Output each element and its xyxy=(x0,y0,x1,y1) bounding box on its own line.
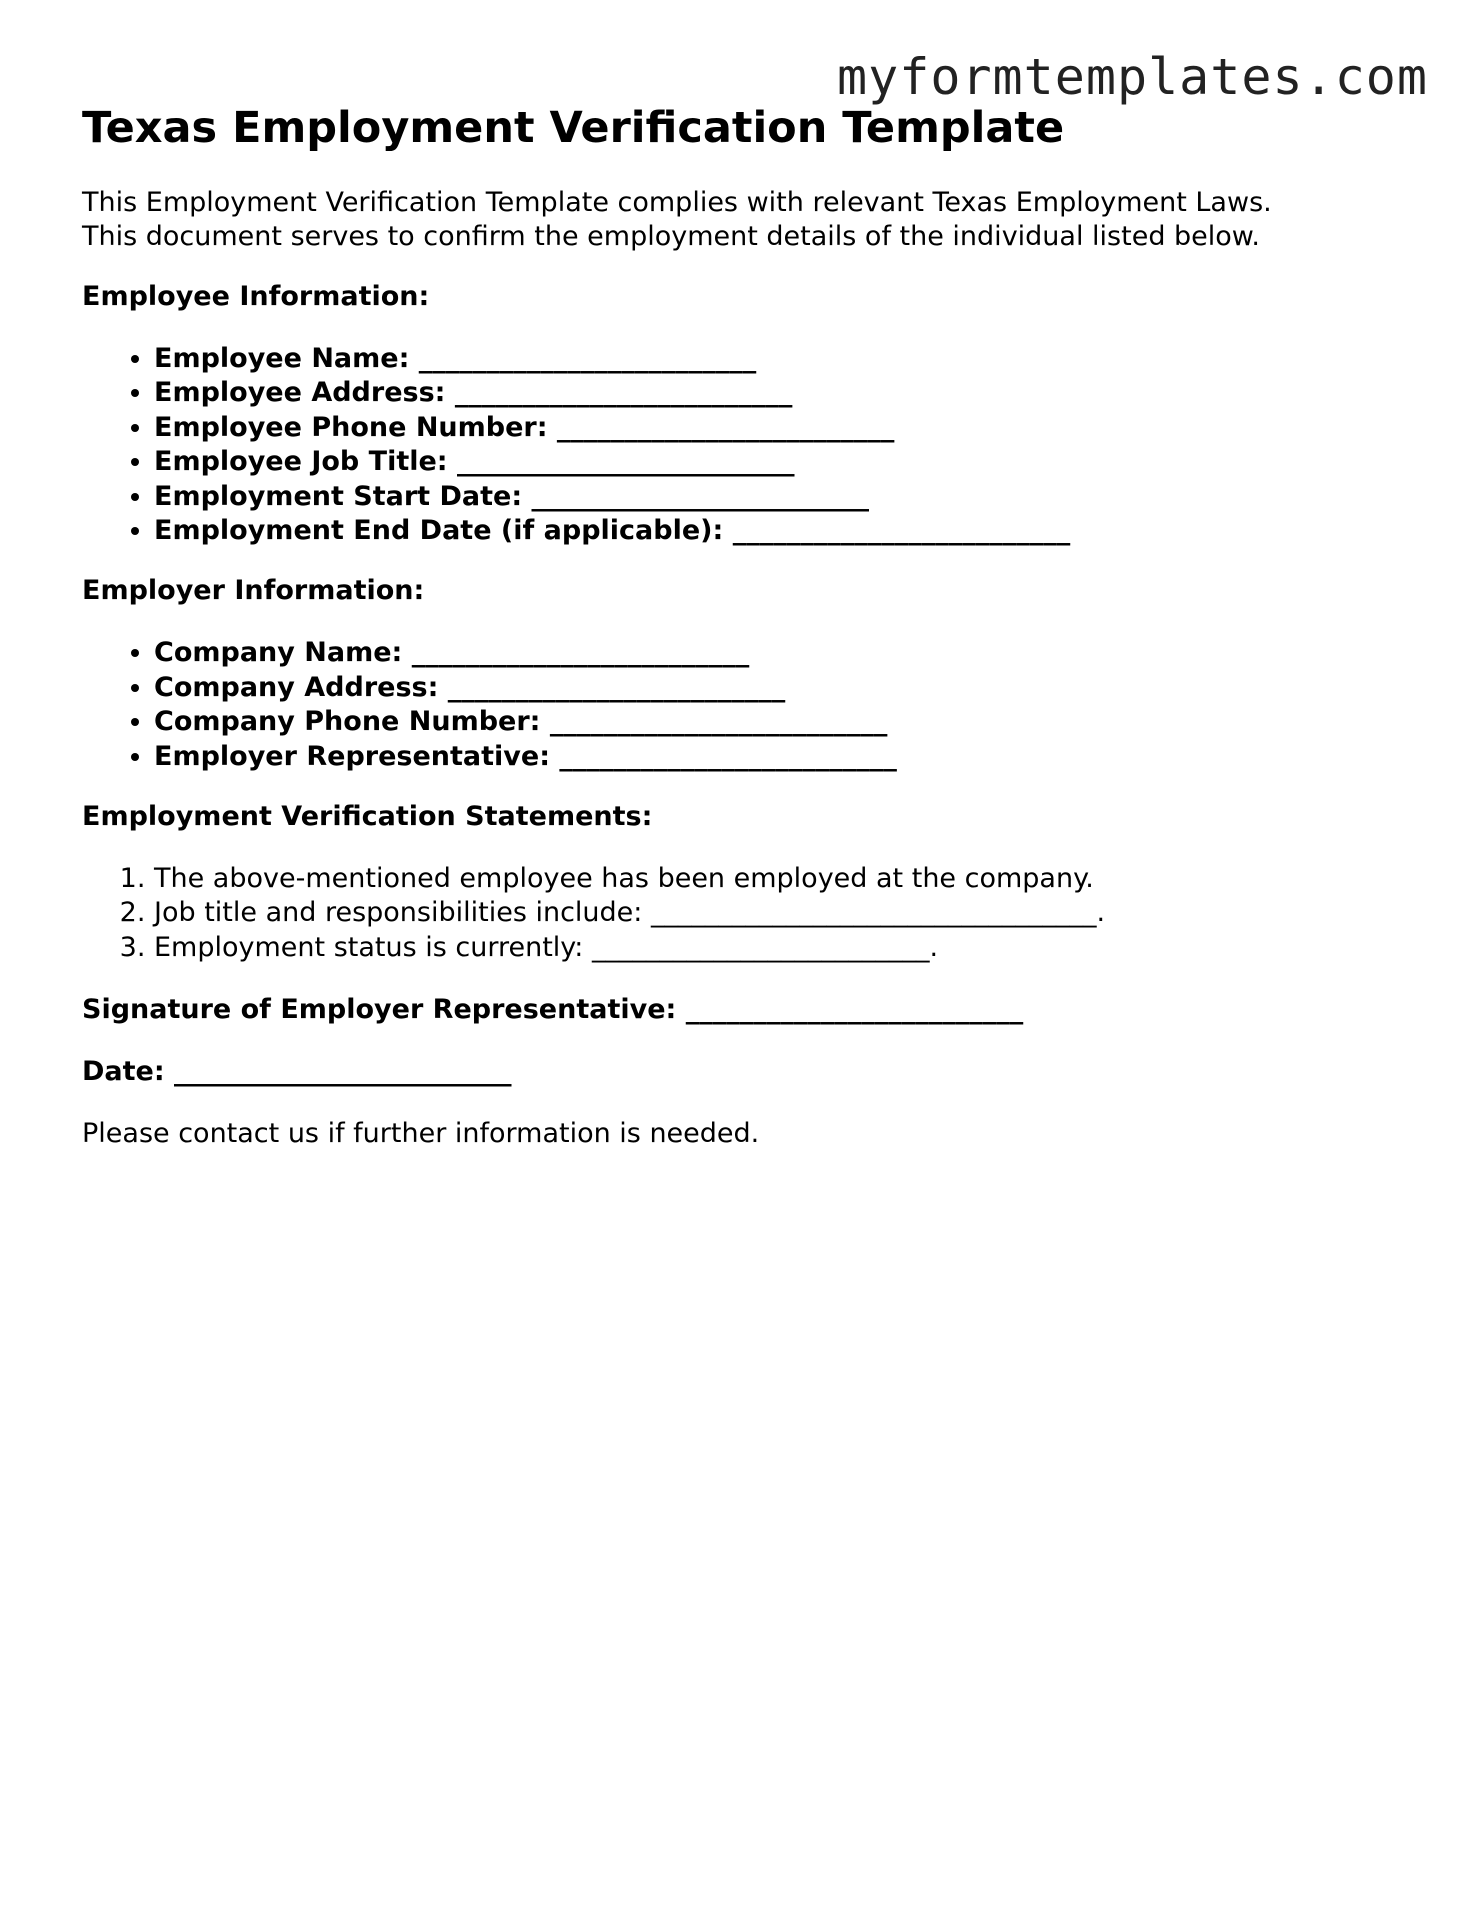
document-title: Texas Employment Verification Template xyxy=(82,103,1065,153)
statement-employment-status[interactable]: 3. Employment status is currently: _________________________. xyxy=(154,931,1422,965)
verification-statements-list xyxy=(82,862,1422,965)
employer-info-heading: Employer Information: xyxy=(82,575,425,607)
employee-name-field[interactable]: • Employee Name: _________________________ xyxy=(154,342,1422,376)
employment-start-date-field[interactable]: • Employment Start Date: _________________________ xyxy=(154,480,1422,514)
intro-paragraph xyxy=(82,186,1422,254)
signature-field[interactable]: Signature of Employer Representative: _________________________ xyxy=(82,994,1024,1026)
closing-note: Please contact us if further information is needed. xyxy=(82,1118,760,1150)
employment-end-date-field[interactable]: • Employment End Date (if applicable): _________________________ xyxy=(154,514,1422,548)
employee-address-field[interactable]: • Employee Address: _________________________ xyxy=(154,376,1422,410)
statement-employed: 1. The above-mentioned employee has been employed at the company. xyxy=(154,862,1422,896)
intro-line-1: This Employment Verification Template complies with relevant Texas Employment Laws. xyxy=(82,187,1272,218)
company-phone-field[interactable]: • Company Phone Number: _________________________ xyxy=(154,705,1422,739)
employer-info-list xyxy=(82,636,1422,774)
document-page xyxy=(82,98,1422,1151)
employee-phone-field[interactable]: • Employee Phone Number: _________________________ xyxy=(154,411,1422,445)
watermark: myformtemplates.com xyxy=(837,48,1428,106)
verification-statements-heading: Employment Verification Statements: xyxy=(82,801,653,833)
employee-job-title-field[interactable]: • Employee Job Title: _________________________ xyxy=(154,445,1422,479)
employee-info-heading: Employee Information: xyxy=(82,281,430,312)
company-name-field[interactable]: • Company Name: _________________________ xyxy=(154,636,1422,670)
employer-representative-field[interactable]: • Employer Representative: _________________________ xyxy=(154,740,1422,774)
company-address-field[interactable]: • Company Address: _________________________ xyxy=(154,671,1422,705)
statement-job-responsibilities[interactable]: 2. Job title and responsibilities include: _________________________________. xyxy=(154,896,1422,930)
employee-info-list xyxy=(82,342,1422,548)
date-field[interactable]: Date: _________________________ xyxy=(82,1056,512,1088)
intro-line-2: This document serves to confirm the employment details of the individual listed below. xyxy=(82,221,1260,252)
